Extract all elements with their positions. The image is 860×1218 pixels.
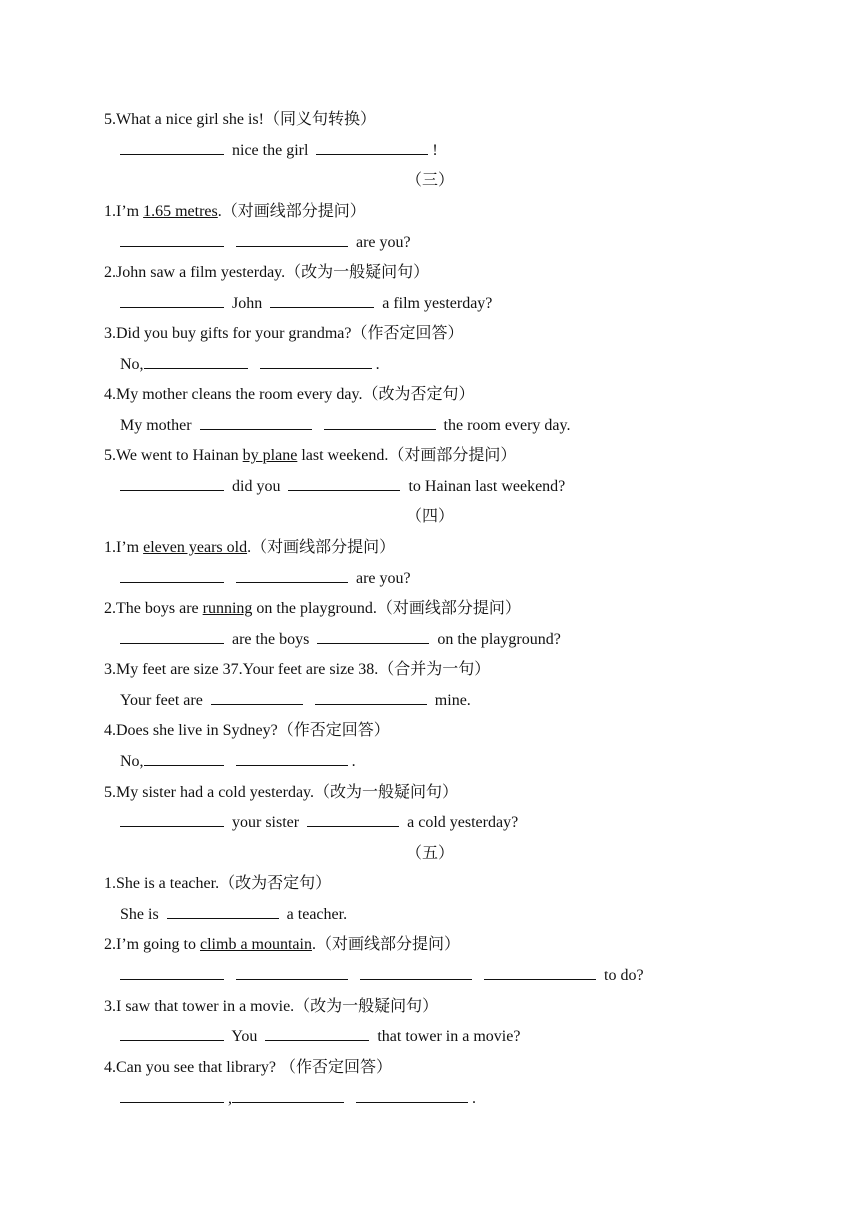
answer-blank[interactable] — [120, 1026, 224, 1041]
answer-blank[interactable] — [288, 476, 400, 491]
answer-blank[interactable] — [144, 751, 224, 766]
answer-text: are the boys — [232, 631, 310, 648]
question-label: 1.I’m — [104, 203, 144, 220]
question-text — [104, 934, 460, 956]
section-heading: （四） — [405, 508, 454, 525]
answer-blank[interactable] — [236, 751, 348, 766]
question-text — [104, 873, 331, 895]
answer-blank[interactable] — [236, 232, 348, 247]
question-text — [104, 262, 429, 284]
question-label: 3.I saw that tower in a movie.（改为一般疑问句） — [104, 998, 439, 1015]
answer-text: John — [232, 295, 263, 312]
answer-text: that tower in a movie? — [377, 1028, 521, 1045]
underlined-phrase: 1.65 metres — [143, 203, 218, 220]
answer-text: on the playground? — [437, 631, 561, 648]
answer-blank[interactable] — [360, 965, 472, 980]
answer-blank[interactable] — [317, 629, 429, 644]
question-label: 2.I’m going to — [104, 936, 200, 953]
question-label: 5.My sister had a cold yesterday.（改为一般疑问句） — [104, 784, 459, 801]
answer-blank[interactable] — [120, 629, 224, 644]
answer-text: . — [472, 1090, 476, 1107]
answer-text: Your feet are — [120, 692, 203, 709]
answer-line — [120, 690, 471, 712]
underlined-phrase: eleven years old — [143, 539, 248, 556]
answer-blank[interactable] — [265, 1026, 369, 1041]
question-label: 2.The boys are — [104, 600, 203, 617]
answer-blank[interactable] — [120, 476, 224, 491]
answer-line — [120, 965, 644, 987]
answer-blank[interactable] — [316, 140, 428, 155]
question-text — [104, 1057, 392, 1079]
answer-text: You — [231, 1028, 258, 1045]
answer-line — [120, 568, 411, 590]
answer-blank[interactable] — [324, 415, 436, 430]
answer-line — [120, 1026, 520, 1048]
question-label: .（对画线部分提问） — [311, 936, 460, 953]
answer-text: did you — [232, 478, 281, 495]
question-text — [104, 598, 521, 620]
answer-text: are you? — [356, 234, 411, 251]
section-heading: （五） — [405, 845, 454, 862]
question-label: 4.Does she live in Sydney?（作否定回答） — [104, 722, 390, 739]
question-text — [104, 109, 376, 131]
answer-line — [120, 354, 380, 376]
answer-text: My mother — [120, 417, 192, 434]
question-label: last weekend.（对画部分提问） — [297, 447, 517, 464]
answer-blank[interactable] — [200, 415, 312, 430]
answer-blank[interactable] — [120, 812, 224, 827]
answer-text: are you? — [356, 570, 411, 587]
answer-line — [120, 232, 411, 254]
answer-line — [120, 904, 347, 926]
answer-blank[interactable] — [144, 354, 248, 369]
answer-text: to do? — [604, 967, 644, 984]
answer-text: She is — [120, 906, 159, 923]
question-label: 5.What a nice girl she is!（同义句转换） — [104, 111, 376, 128]
section-heading: （三） — [405, 172, 454, 189]
answer-blank[interactable] — [484, 965, 596, 980]
question-text — [104, 996, 438, 1018]
answer-blank[interactable] — [232, 1088, 344, 1103]
question-label: 1.I’m — [104, 539, 144, 556]
question-text — [104, 537, 395, 559]
answer-text: . — [375, 356, 380, 373]
underlined-phrase: by plane — [242, 447, 298, 464]
question-label: 4.My mother cleans the room every day.（改为否定句） — [104, 386, 475, 403]
question-text — [104, 782, 458, 804]
question-text — [104, 445, 516, 467]
answer-text: a teacher. — [286, 906, 348, 923]
answer-text: nice the girl — [232, 142, 309, 159]
answer-text: , — [228, 1090, 232, 1107]
answer-blank[interactable] — [120, 965, 224, 980]
underlined-phrase: running — [202, 600, 253, 617]
answer-text: No, — [120, 753, 144, 770]
answer-text: mine. — [434, 692, 471, 709]
answer-text: the room every day. — [443, 417, 571, 434]
question-text — [104, 384, 474, 406]
answer-blank[interactable] — [120, 140, 224, 155]
answer-line — [120, 1088, 476, 1110]
question-label: 1.She is a teacher.（改为否定句） — [104, 875, 332, 892]
answer-blank[interactable] — [236, 965, 348, 980]
question-text — [104, 201, 366, 223]
answer-blank[interactable] — [307, 812, 399, 827]
answer-line — [120, 140, 438, 162]
answer-text: . — [351, 753, 356, 770]
answer-blank[interactable] — [260, 354, 372, 369]
question-label: on the playground.（对画线部分提问） — [252, 600, 521, 617]
underlined-phrase: climb a mountain — [200, 936, 312, 953]
question-label: 2.John saw a film yesterday.（改为一般疑问句） — [104, 264, 430, 281]
answer-blank[interactable] — [167, 904, 279, 919]
answer-line — [120, 415, 570, 437]
question-text — [104, 720, 390, 742]
answer-text: ! — [432, 142, 438, 159]
answer-line — [120, 293, 492, 315]
answer-text: your sister — [232, 814, 300, 831]
question-label: .（对画线部分提问） — [247, 539, 396, 556]
answer-text: a cold yesterday? — [407, 814, 519, 831]
answer-line — [120, 629, 561, 651]
answer-blank[interactable] — [356, 1088, 468, 1103]
answer-blank[interactable] — [120, 1088, 224, 1103]
question-label: 5.We went to Hainan — [104, 447, 243, 464]
answer-line — [120, 476, 565, 498]
answer-line — [120, 812, 518, 834]
answer-blank[interactable] — [120, 293, 224, 308]
answer-text: to Hainan last weekend? — [408, 478, 566, 495]
answer-blank[interactable] — [120, 232, 224, 247]
answer-text: a film yesterday? — [382, 295, 493, 312]
question-text — [104, 659, 490, 681]
question-label: .（对画线部分提问） — [217, 203, 366, 220]
question-label: 3.My feet are size 37.Your feet are size 38.（合并为一句） — [104, 661, 491, 678]
question-text — [104, 323, 464, 345]
answer-blank[interactable] — [315, 690, 427, 705]
question-label: 4.Can you see that library? （作否定回答） — [104, 1059, 392, 1076]
answer-blank[interactable] — [270, 293, 374, 308]
answer-blank[interactable] — [211, 690, 303, 705]
question-label: 3.Did you buy gifts for your grandma?（作否定回答） — [104, 325, 464, 342]
answer-text: No, — [120, 356, 144, 373]
answer-blank[interactable] — [236, 568, 348, 583]
answer-blank[interactable] — [120, 568, 224, 583]
answer-line — [120, 751, 356, 773]
